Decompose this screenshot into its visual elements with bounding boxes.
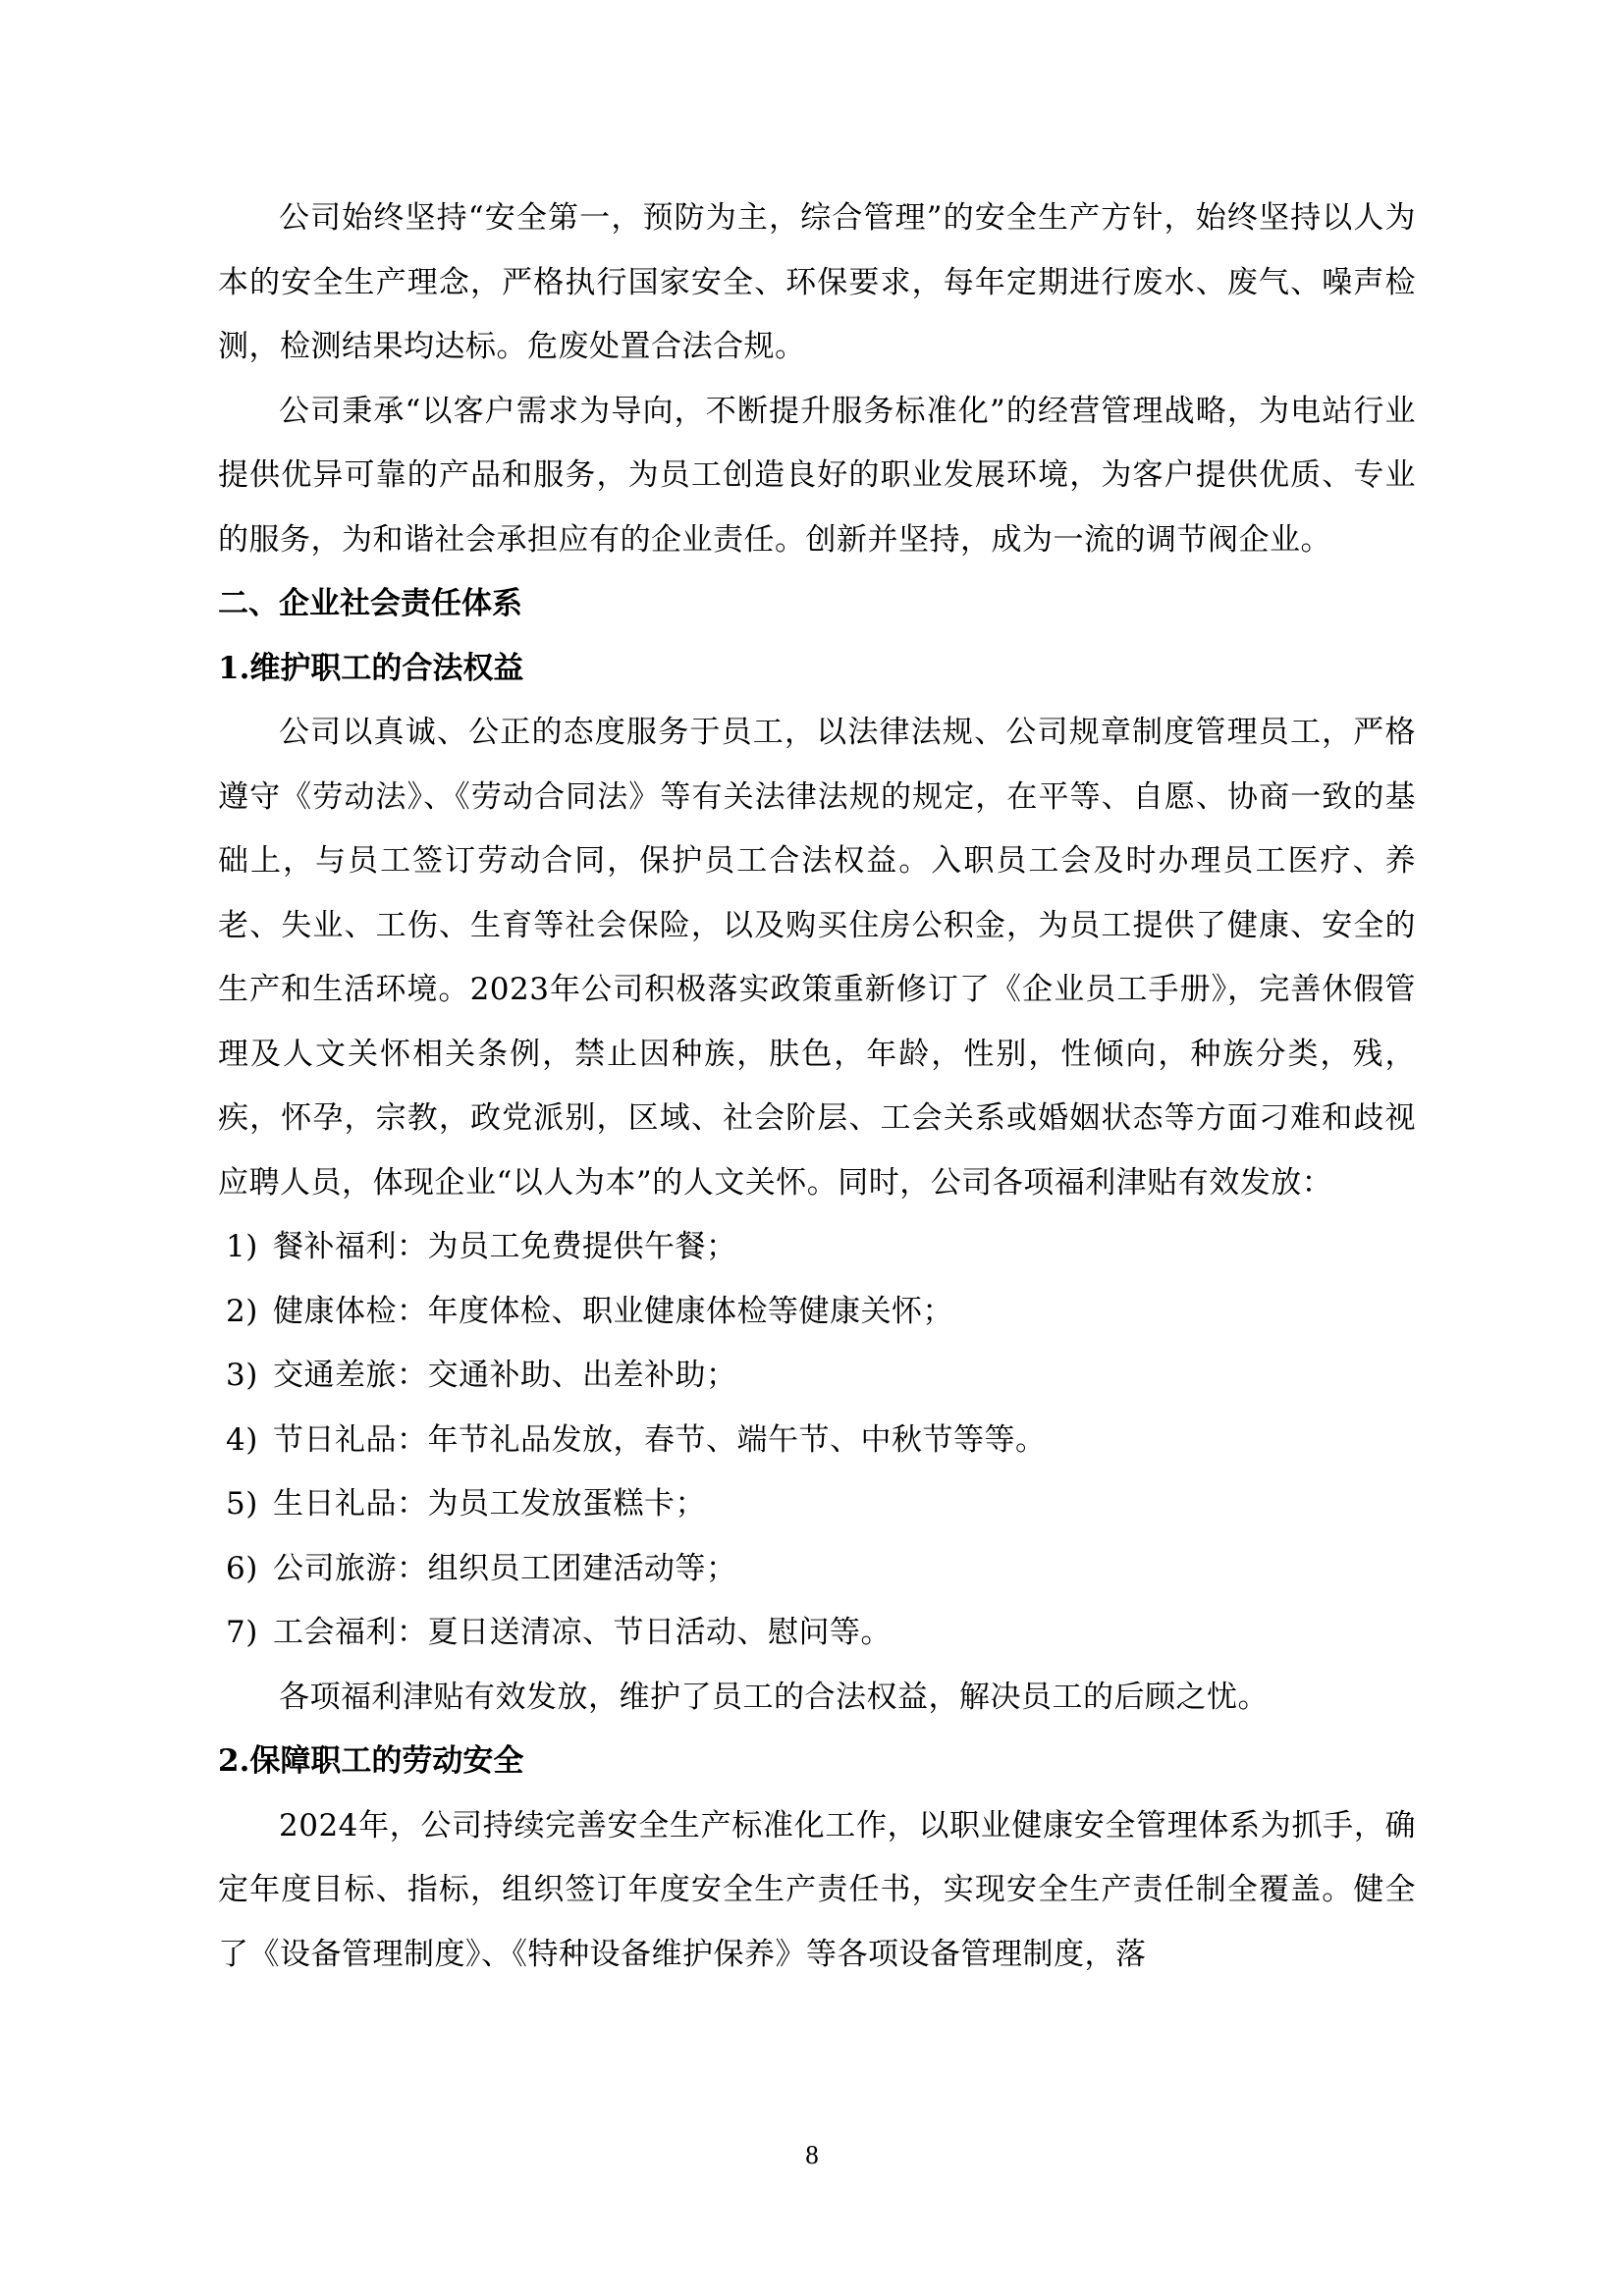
paragraph-safety-policy: 公司始终坚持“安全第一，预防为主，综合管理”的安全生产方针，始终坚持以人为本的安全生产理念，严格执行国家安全、环保要求，每年定期进行废水、废气、噪声检测，检测结果均达标。危废处置合法合规。 — [218, 200, 1416, 364]
list-number: 1) — [226, 1229, 258, 1264]
list-number: 5) — [226, 1486, 258, 1522]
list-item — [218, 1537, 1416, 1602]
paragraph-benefits-summary: 各项福利津贴有效发放，维护了员工的合法权益，解决员工的后顾之忧。 — [279, 1679, 1269, 1715]
list-item — [218, 1472, 1416, 1537]
list-text: 工会福利：夏日送清凉、节日活动、慰问等。 — [273, 1615, 892, 1650]
list-number: 7) — [226, 1615, 258, 1650]
paragraph-labor-safety: 2024年，公司持续完善安全生产标准化工作，以职业健康安全管理体系为抓手，确定年度目标、指标，组织签订年度安全生产责任书，实现安全生产责任制全覆盖。健全了《设备管理制度》、《特种设备维护保养》等各项设备管理制度，落 — [218, 1807, 1416, 1972]
list-item — [218, 1344, 1416, 1409]
list-item — [218, 1601, 1416, 1666]
list-text: 交通差旅：交通补助、出差补助； — [273, 1358, 737, 1393]
list-number: 6) — [226, 1550, 258, 1586]
section-heading: 二、企业社会责任体系 — [218, 586, 522, 621]
list-number: 3) — [226, 1358, 258, 1393]
list-item — [218, 1409, 1416, 1473]
page-content — [218, 187, 1416, 1987]
list-text: 生日礼品：为员工发放蛋糕卡； — [273, 1486, 706, 1522]
paragraph-employee-rights: 公司以真诚、公正的态度服务于员工，以法律法规、公司规章制度管理员工，严格遵守《劳动法》、《劳动合同法》等有关法律法规的规定，在平等、自愿、协商一致的基础上，与员工签订劳动合同，保护员工合法权益。入职员工会及时办理员工医疗、养老、失业、工伤、生育等社会保险，以及购买住房公积金，为员工提供了健康、安全的生产和生活环境。2023年公司积极落实政策重新修订了《企业员工手册》，完善休假管理及人文关怀相关条例，禁止因种族，肤色，年龄，性别，性倾向，种族分类，残，疾，怀孕，宗教，政党派别，区域、社会阶层、工会关系或婚姻状态等方面刁难和歧视应聘人员，体现企业“以人为本”的人文关怀。同时，公司各项福利津贴有效发放： — [218, 715, 1416, 1201]
list-text: 餐补福利：为员工免费提供午餐； — [273, 1229, 737, 1264]
list-text: 公司旅游：组织员工团建活动等； — [273, 1550, 737, 1586]
list-number: 4) — [226, 1421, 258, 1458]
list-item — [218, 1215, 1416, 1280]
paragraph-management-strategy: 公司秉承“以客户需求为导向，不断提升服务标准化”的经营管理战略，为电站行业提供优异可靠的产品和服务，为员工创造良好的职业发展环境，为客户提供优质、专业的服务，为和谐社会承担应有的企业责任。创新并坚持，成为一流的调节阀企业。 — [218, 393, 1416, 558]
list-number: 2) — [226, 1293, 258, 1329]
subsection-heading-1: 1.维护职工的合法权益 — [218, 650, 524, 686]
benefits-list — [218, 1215, 1416, 1666]
list-item — [218, 1280, 1416, 1345]
list-text: 节日礼品：年节礼品发放，春节、端午节、中秋节等等。 — [273, 1421, 1047, 1458]
list-text: 健康体检：年度体检、职业健康体检等健康关怀； — [273, 1293, 953, 1329]
page-number: 8 — [805, 2140, 819, 2169]
subsection-heading-2: 2.保障职工的劳动安全 — [218, 1743, 524, 1779]
